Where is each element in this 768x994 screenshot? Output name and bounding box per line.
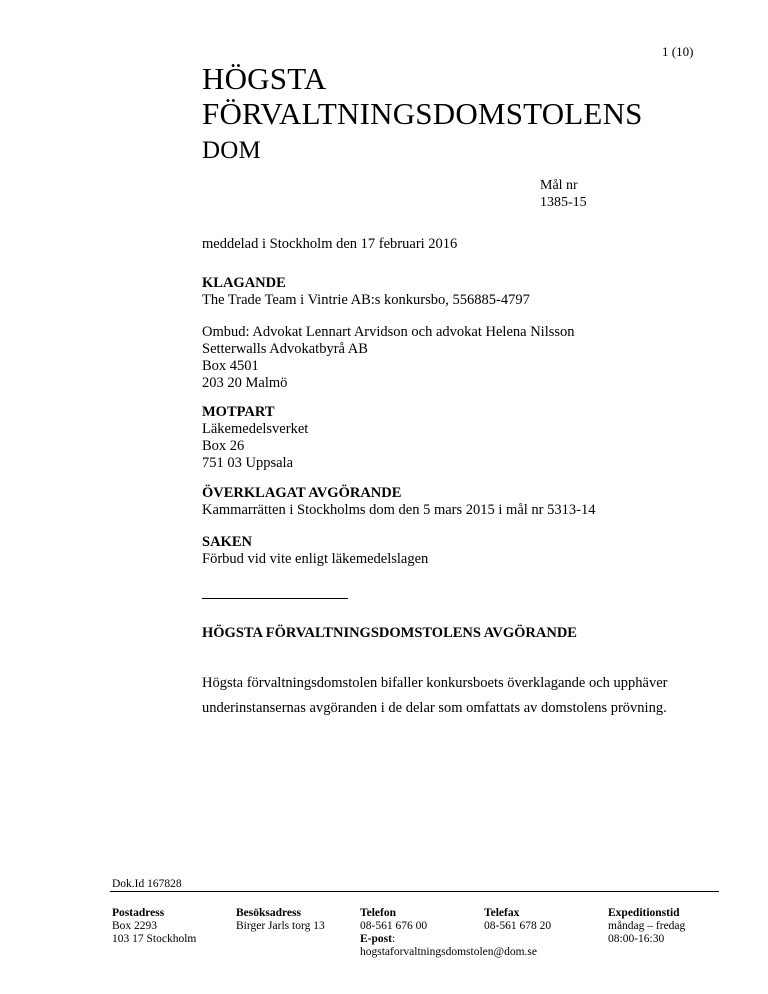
footer-expeditionstid-days: måndag – fredag — [608, 920, 686, 932]
footer-telefon: Telefon 08-561 676 00 E-post: hogstaforvaltningsdomstolen@dom.se — [360, 907, 538, 958]
footer-besoksadress-line1: Birger Jarls torg 13 — [236, 920, 325, 932]
motpart-section — [202, 404, 308, 472]
footer-expeditionstid-heading: Expeditionstid — [608, 907, 680, 919]
case-number-label: Mål nr — [540, 178, 578, 193]
overklagat-text: Kammarrätten i Stockholms dom den 5 mars 2015 i mål nr 5313-14 — [202, 502, 596, 518]
case-number: 1385-15 — [540, 195, 587, 210]
footer-postadress — [112, 907, 196, 946]
ombud-city: 203 20 Malmö — [202, 375, 288, 391]
announced-line: meddelad i Stockholm den 17 februari 2016 — [202, 236, 458, 252]
footer-expeditionstid-hours: 08:00-16:30 — [608, 933, 665, 945]
court-title-line2: FÖRVALTNINGSDOMSTOLENS — [202, 96, 643, 131]
avgorande-heading: HÖGSTA FÖRVALTNINGSDOMSTOLENS AVGÖRANDE — [202, 625, 577, 641]
saken-text: Förbud vid vite enligt läkemedelslagen — [202, 551, 429, 567]
avgorande-text — [202, 671, 722, 721]
document-type: DOM — [202, 137, 261, 164]
overklagat-section — [202, 485, 595, 519]
section-divider — [202, 598, 348, 599]
overklagat-heading: ÖVERKLAGAT AVGÖRANDE — [202, 485, 402, 501]
footer-telefax-number: 08-561 678 20 — [484, 920, 552, 932]
ombud-section — [202, 324, 575, 392]
footer-besoksadress-heading: Besöksadress — [236, 907, 301, 919]
footer-besoksadress — [236, 907, 325, 933]
footer-postadress-line1: Box 2293 — [112, 920, 158, 932]
saken-section — [202, 534, 428, 568]
motpart-name: Läkemedelsverket — [202, 421, 309, 437]
footer-telefax — [484, 907, 551, 933]
footer-postadress-heading: Postadress — [112, 907, 165, 919]
document-id: Dok.Id 167828 — [112, 878, 182, 890]
avgorande-line1: Högsta förvaltningsdomstolen bifaller konkursboets överklagande och upphäver — [202, 675, 668, 691]
motpart-heading: MOTPART — [202, 404, 275, 420]
ombud-box: Box 4501 — [202, 358, 259, 374]
klagande-section — [202, 275, 530, 309]
footer-postadress-line2: 103 17 Stockholm — [112, 933, 197, 945]
motpart-city: 751 03 Uppsala — [202, 455, 294, 471]
footer-telefon-heading: Telefon — [360, 907, 396, 919]
footer-telefon-number: 08-561 676 00 — [360, 920, 428, 932]
footer-email-address: hogstaforvaltningsdomstolen@dom.se — [360, 946, 538, 958]
footer-telefax-heading: Telefax — [484, 907, 520, 919]
case-number-block — [540, 177, 587, 211]
ombud-line: Ombud: Advokat Lennart Arvidson och advokat Helena Nilsson — [202, 324, 575, 340]
avgorande-line2: underinstansernas avgöranden i de delar som omfattats av domstolens prövning. — [202, 700, 667, 716]
ombud-firm: Setterwalls Advokatbyrå AB — [202, 341, 368, 357]
klagande-heading: KLAGANDE — [202, 275, 286, 291]
footer-divider — [110, 891, 719, 892]
footer-email-label: E-post — [360, 933, 392, 945]
footer-expeditionstid — [608, 907, 685, 946]
court-title-line1: HÖGSTA — [202, 61, 327, 96]
saken-heading: SAKEN — [202, 534, 252, 550]
klagande-name: The Trade Team i Vintrie AB:s konkursbo, 556885-4797 — [202, 292, 530, 308]
page-number: 1 (10) — [662, 44, 694, 59]
motpart-box: Box 26 — [202, 438, 245, 454]
